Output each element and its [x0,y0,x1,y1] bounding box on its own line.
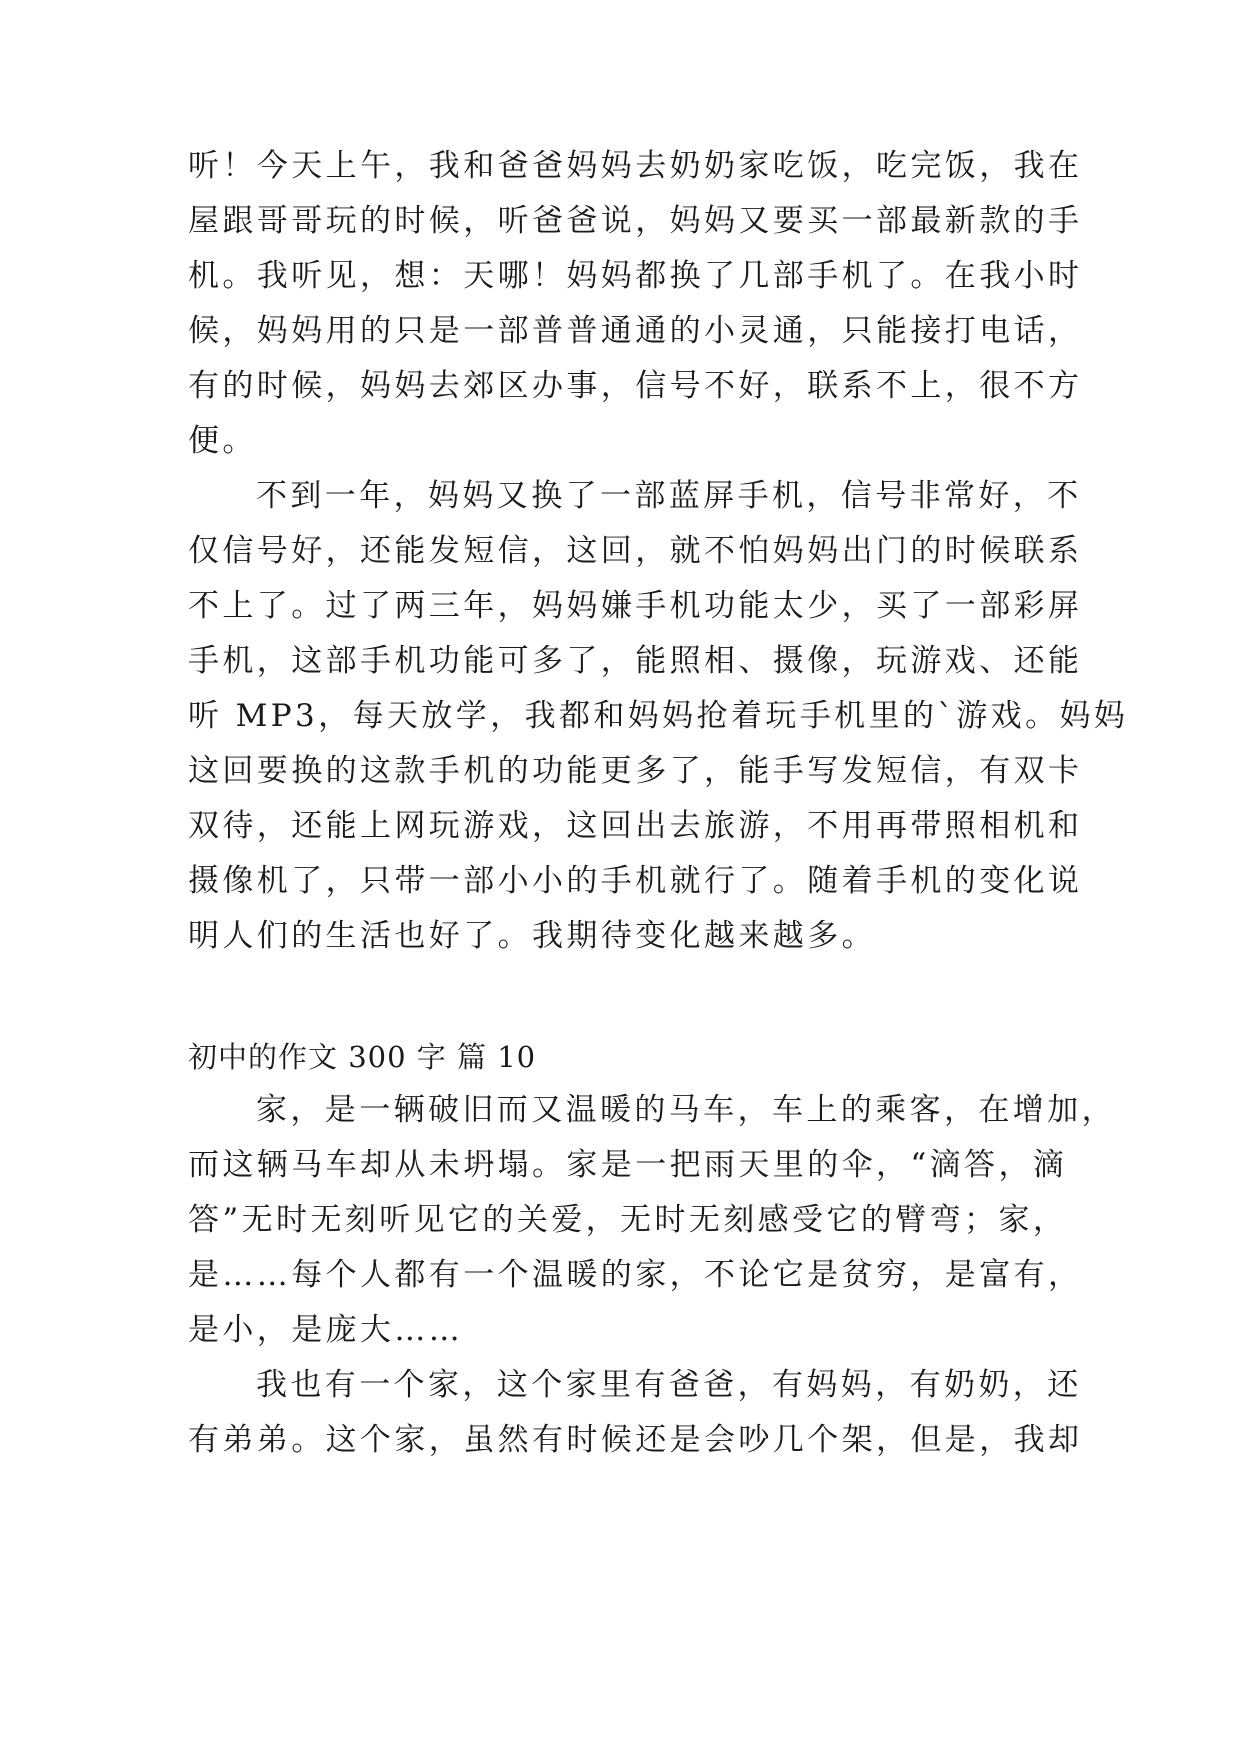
paragraph-line: 不上了。过了两三年，妈妈嫌手机功能太少，买了一部彩屏 [188,588,1083,624]
paragraph-line: 屋跟哥哥玩的时候，听爸爸说，妈妈又要买一部最新款的手 [188,203,1083,239]
paragraph-line: 手机，这部手机功能可多了，能照相、摄像，玩游戏、还能 [188,643,1083,679]
paragraph-line: 有弟弟。这个家，虽然有时候还是会吵几个架，但是，我却 [188,1422,1083,1458]
paragraph-line: 双待，还能上网玩游戏，这回出去旅游，不用再带照相机和 [188,808,1083,844]
paragraph-line: 家，是一辆破旧而又温暖的马车，车上的乘客，在增加， [256,1092,1116,1128]
paragraph-line: 候，妈妈用的只是一部普普通通的小灵通，只能接打电话， [188,313,1083,349]
paragraph-line: 是……每个人都有一个温暖的家，不论它是贫穷，是富有， [188,1257,1083,1293]
paragraph-line: 不到一年，妈妈又换了一部蓝屏手机，信号非常好，不 [256,478,1082,514]
paragraph-line: 仅信号好，还能发短信，这回，就不怕妈妈出门的时候联系 [188,533,1083,569]
paragraph-line: 听 MP3，每天放学，我都和妈妈抢着玩手机里的`游戏。妈妈 [188,698,1129,734]
paragraph-line: 摄像机了，只带一部小小的手机就行了。随着手机的变化说 [188,863,1083,899]
paragraph-line: 我也有一个家，这个家里有爸爸，有妈妈，有奶奶，还 [256,1367,1082,1403]
paragraph-line: 这回要换的这款手机的功能更多了，能手写发短信，有双卡 [188,753,1083,789]
paragraph-line: 是小，是庞大…… [188,1312,464,1348]
paragraph-line: 而这辆马车却从未坍塌。家是一把雨天里的伞，“滴答，滴 [188,1147,1068,1183]
section-heading: 初中的作文 300 字 篇 10 [188,1040,537,1074]
paragraph-line: 听！今天上午，我和爸爸妈妈去奶奶家吃饭，吃完饭，我在 [188,148,1083,184]
paragraph-line: 有的时候，妈妈去郊区办事，信号不好，联系不上，很不方 [188,368,1083,404]
paragraph-line: 答”无时无刻听见它的关爱，无时无刻感受它的臂弯；家， [188,1202,1068,1238]
paragraph-line: 机。我听见，想：天哪！妈妈都换了几部手机了。在我小时 [188,258,1083,294]
paragraph-line: 明人们的生活也好了。我期待变化越来越多。 [188,918,876,954]
paragraph-line: 便。 [188,423,257,459]
